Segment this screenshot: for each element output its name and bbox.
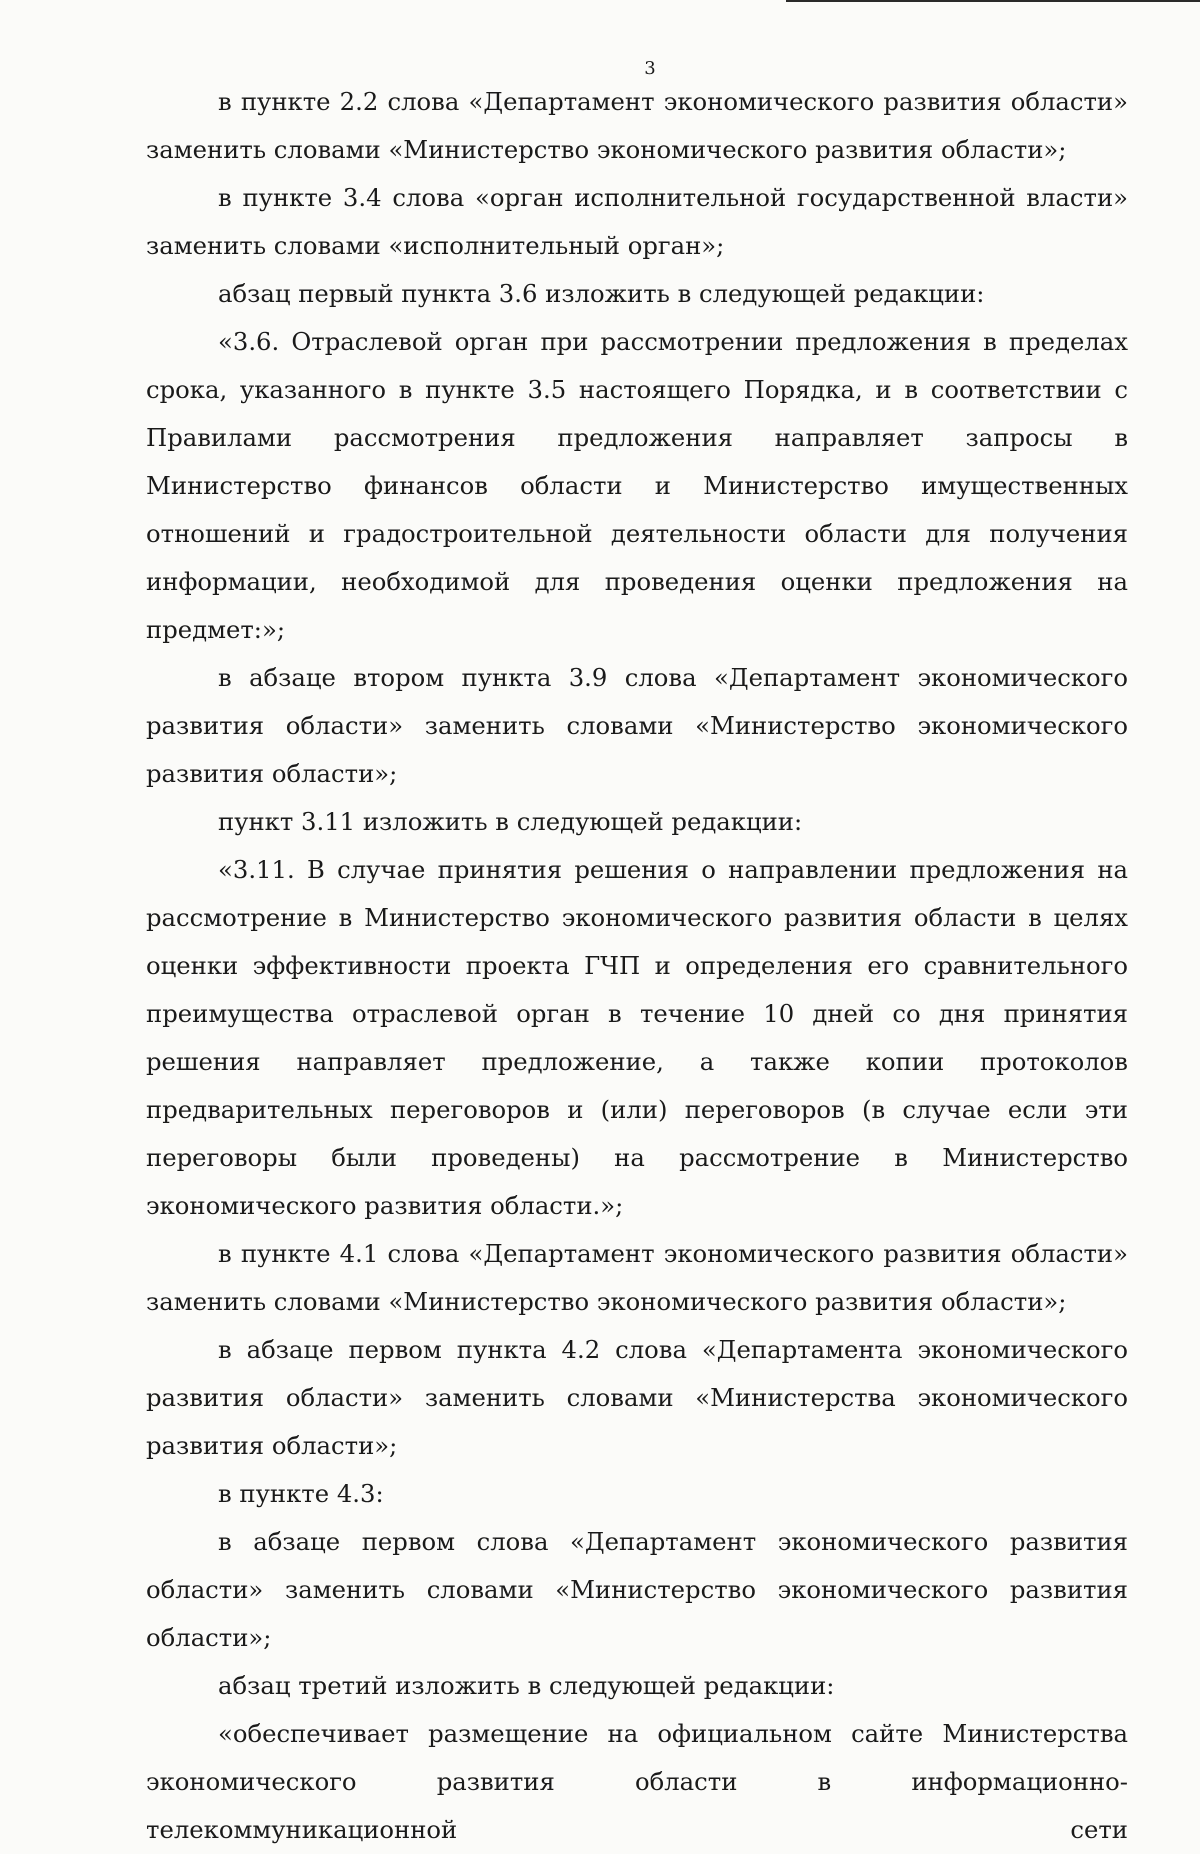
paragraph: абзац третий изложить в следующей редакции:	[218, 1671, 835, 1700]
paragraph: в абзаце первом пункта 4.2 слова «Департамента экономического развития области» заменить словами «Министерства экономического развития области»;	[146, 1335, 1128, 1460]
paragraph: в пункте 4.1 слова «Департамент экономического развития области» заменить словами «Министерство экономического развития области»;	[146, 1239, 1128, 1316]
paragraph: в пункте 2.2 слова «Департамент экономического развития области» заменить словами «Министерство экономического развития области»;	[146, 87, 1128, 164]
paragraph: «обеспечивает размещение на официальном сайте Министерства экономического развития области в информационно-телекоммуникационной сети	[146, 1719, 1128, 1844]
paragraph: «3.6. Отраслевой орган при рассмотрении предложения в пределах срока, указанного в пункте 3.5 настоящего Порядка, и в соответствии с Правилами рассмотрения предложения направляет запросы в Министерство финансов области и Министерство имущественных отношений и градостроительной деятельности области для получения информации, необходимой для проведения оценки предложения на предмет:»;	[146, 327, 1128, 644]
document-body	[146, 78, 1128, 1854]
paragraph: «3.11. В случае принятия решения о направлении предложения на рассмотрение в Министерство экономического развития области в целях оценки эффективности проекта ГЧП и определения его сравнительного преимущества отраслевой орган в течение 10 дней со дня принятия решения направляет предложение, а также копии протоколов предварительных переговоров и (или) переговоров (в случае если эти переговоры были проведены) на рассмотрение в Министерство экономического развития области.»;	[146, 855, 1128, 1220]
top-rule	[786, 0, 1200, 2]
paragraph: пункт 3.11 изложить в следующей редакции:	[218, 807, 803, 836]
page-number: 3	[644, 58, 656, 79]
paragraph: абзац первый пункта 3.6 изложить в следующей редакции:	[218, 279, 985, 308]
paragraph: в абзаце первом слова «Департамент экономического развития области» заменить словами «Министерство экономического развития области»;	[146, 1527, 1128, 1652]
paragraph: в пункте 3.4 слова «орган исполнительной государственной власти» заменить словами «исполнительный орган»;	[146, 183, 1128, 260]
paragraph: в пункте 4.3:	[218, 1479, 384, 1508]
paragraph: в абзаце втором пункта 3.9 слова «Департамент экономического развития области» заменить словами «Министерство экономического развития области»;	[146, 663, 1128, 788]
